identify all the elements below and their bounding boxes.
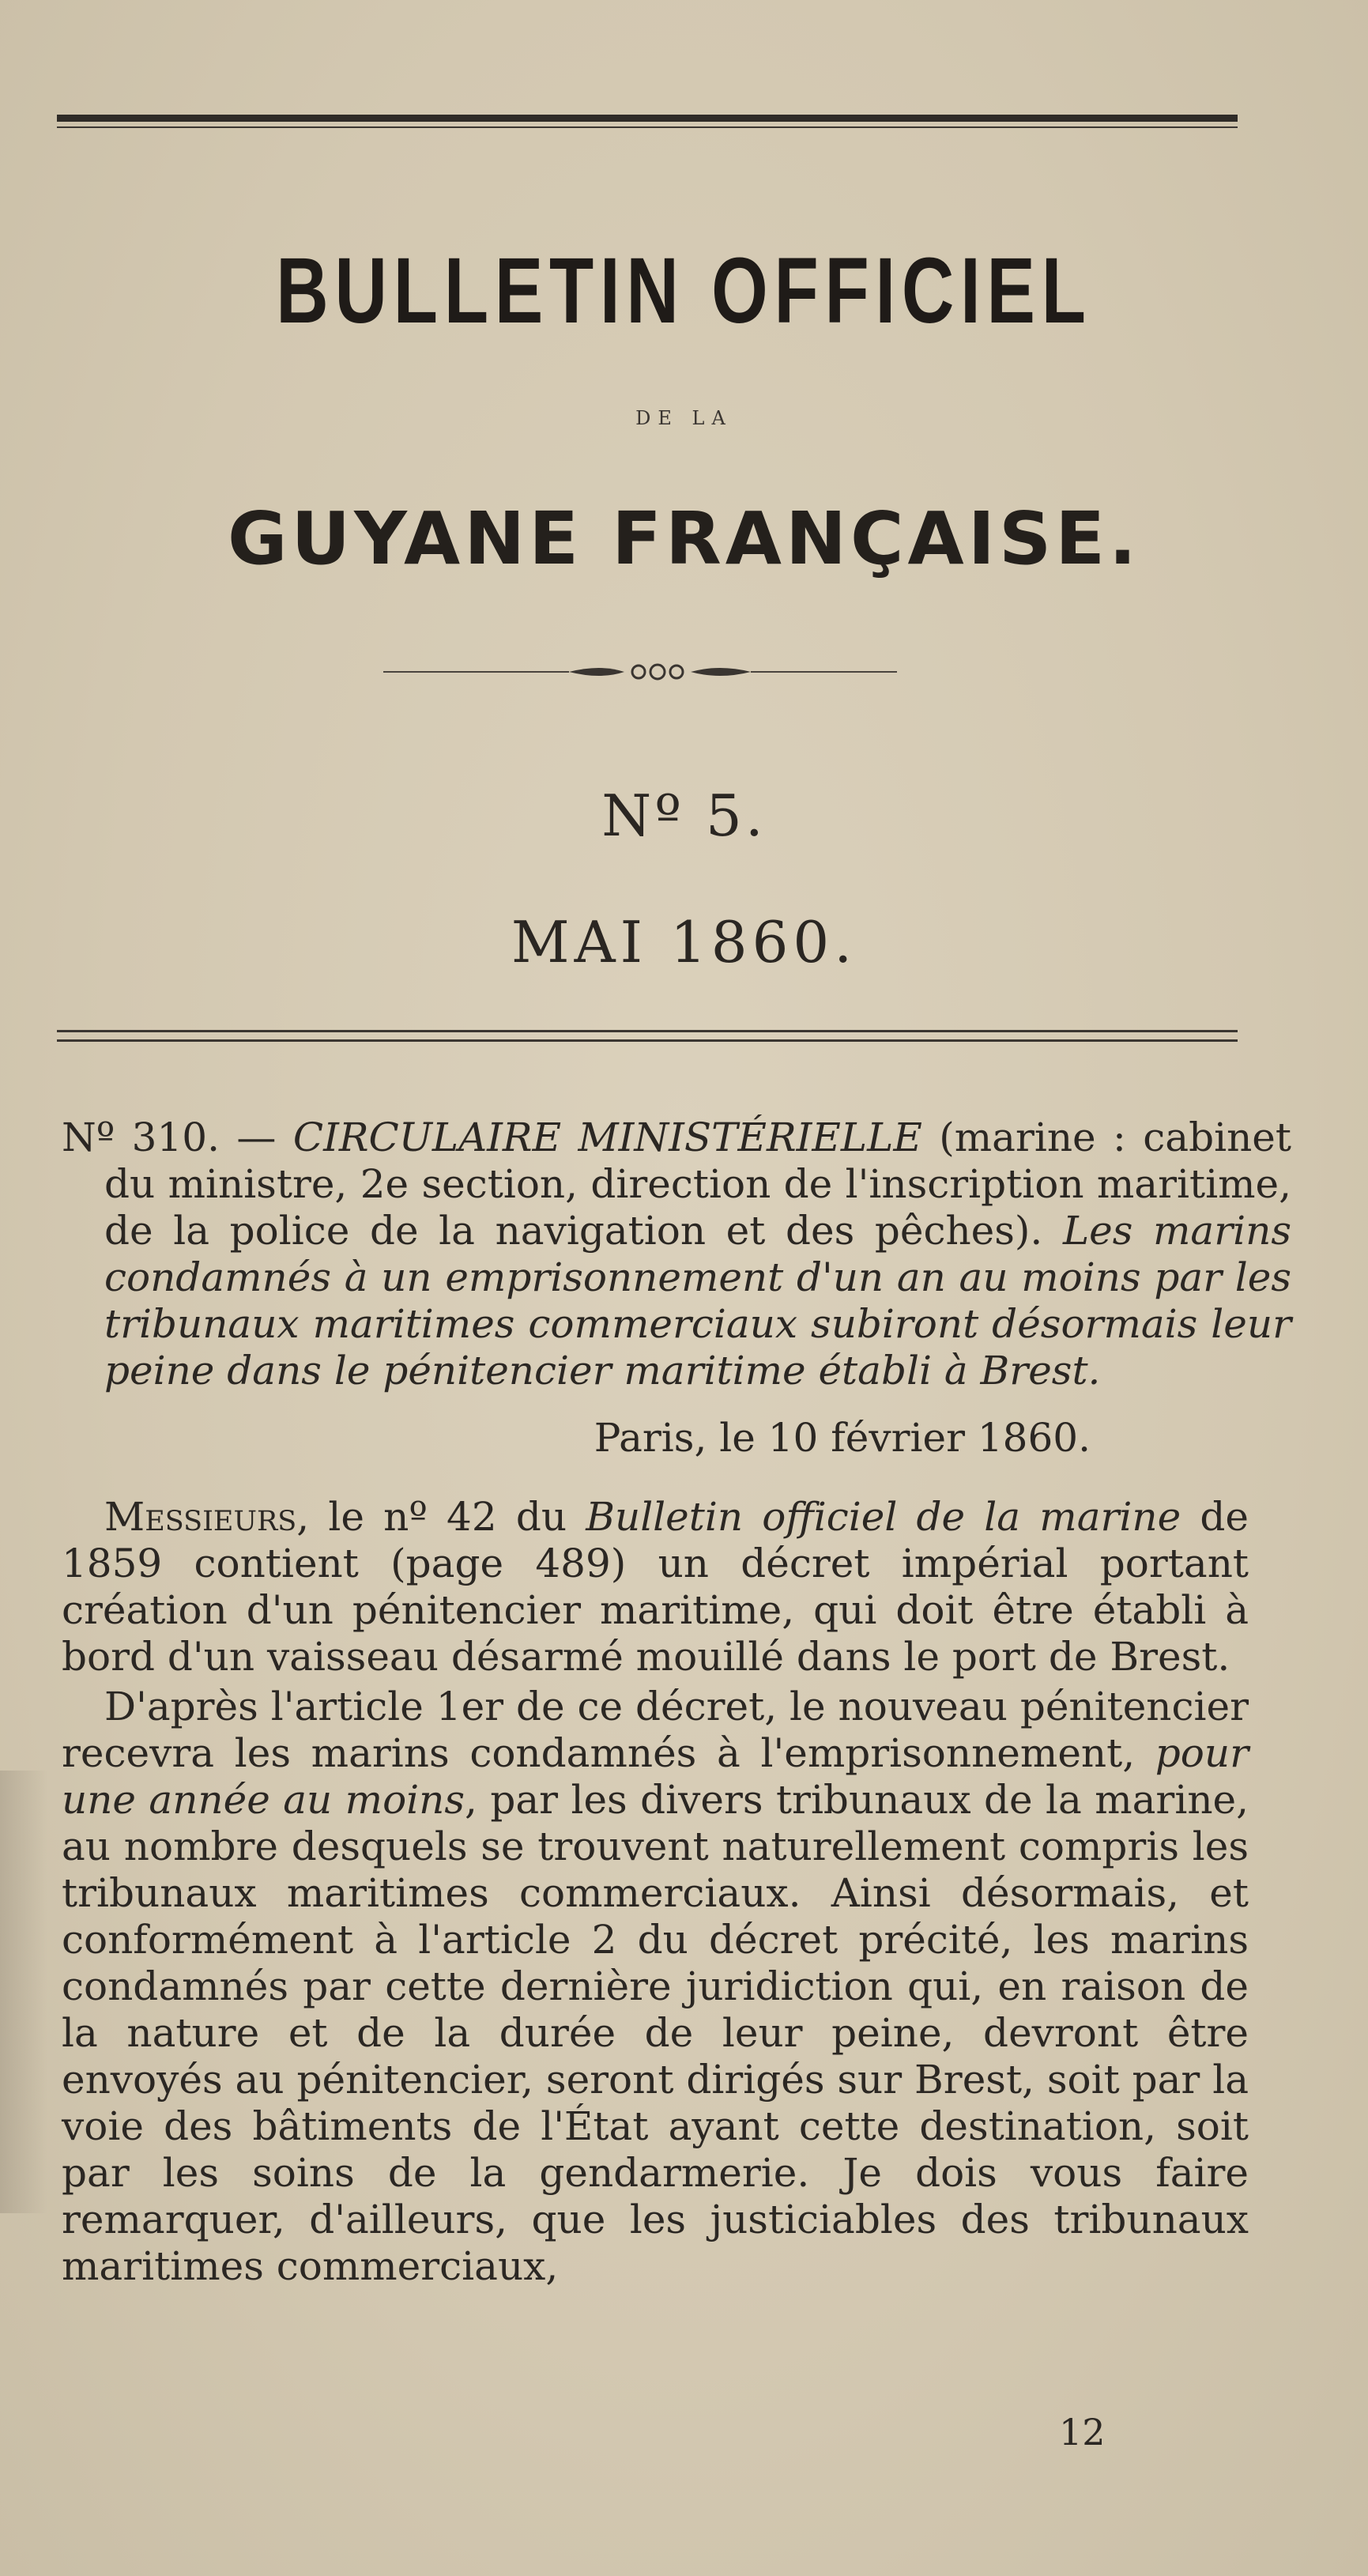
paragraph-1-text-b: de 1859 contient (page 489) un décret impérial portant création d'un pénitencier maritime, qui doit être établi à bord d'un vaisseau désarmé mouillé dans le port de Brest. [62,1494,1249,1680]
publication-title: Bulletin officiel de la marine [586,1494,1181,1540]
salutation: Messieurs [104,1494,297,1540]
paragraph-1-text-a: , le nº 42 du [296,1494,586,1540]
page-edge-shadow [0,1771,47,2213]
page-number: 12 [1059,2411,1106,2453]
title-guyane: GUYANE FRANÇAISE. [228,496,1140,581]
title-de-la: DE LA [635,407,733,429]
paragraph-2-italic: pour une année au moins [62,1730,1249,1823]
article-type: CIRCULAIRE MINISTÉRIELLE [292,1115,922,1160]
top-rule-thin [57,126,1238,128]
paragraph-2-text-b: , par les divers tribunaux de la marine, au nombre desquels se trouvent naturellement compris les tribunaux maritimes commerciaux. Ainsi désormais, et conformément à l'article 2 du décret précité, les marins condamnés par cette dernière juridiction qui, en raison de la nature et de la durée de leur peine, devront être envoyés au pénitencier, seront dirigés sur Brest, soit par la voie des bâtiments de l'État ayant cette destination, soit par les soins de la gendarmerie. Je dois vous faire remarquer, d'ailleurs, que les justiciables des tribunaux maritimes commerciaux, [62,1777,1249,2289]
ornament-divider-icon [0,656,1368,688]
bulletin-title: BULLETIN OFFICIEL [276,239,1092,343]
article-dash: — [220,1115,293,1160]
middle-rule-thin [57,1030,1238,1032]
article-summary: Les marins condamnés à un emprisonnement d'un an au moins par les tribunaux maritimes commerciaux subiront désormais leur peine dans le pénitencier maritime établi à Brest. [104,1208,1291,1394]
article-number: Nº 310. [62,1115,220,1160]
paragraph-2-text-a: D'après l'article 1er de ce décret, le nouveau pénitencier recevra les marins condamnés à l'emprisonnement, [62,1684,1249,1776]
paragraph-1 [62,1494,1249,1680]
issue-number: Nº 5. [601,783,767,849]
article-heading [62,1115,1291,1394]
top-rule-thick [57,115,1238,122]
paragraph-2 [62,1684,1249,2290]
article-source: (marine : cabinet du ministre, 2e section, direction de l'inscription maritime, de la police de la navigation et des pêches). [104,1115,1291,1254]
middle-rule-thin-2 [57,1039,1238,1042]
issue-date: MAI 1860. [511,909,857,975]
place-date: Paris, le 10 février 1860. [594,1415,1091,1461]
